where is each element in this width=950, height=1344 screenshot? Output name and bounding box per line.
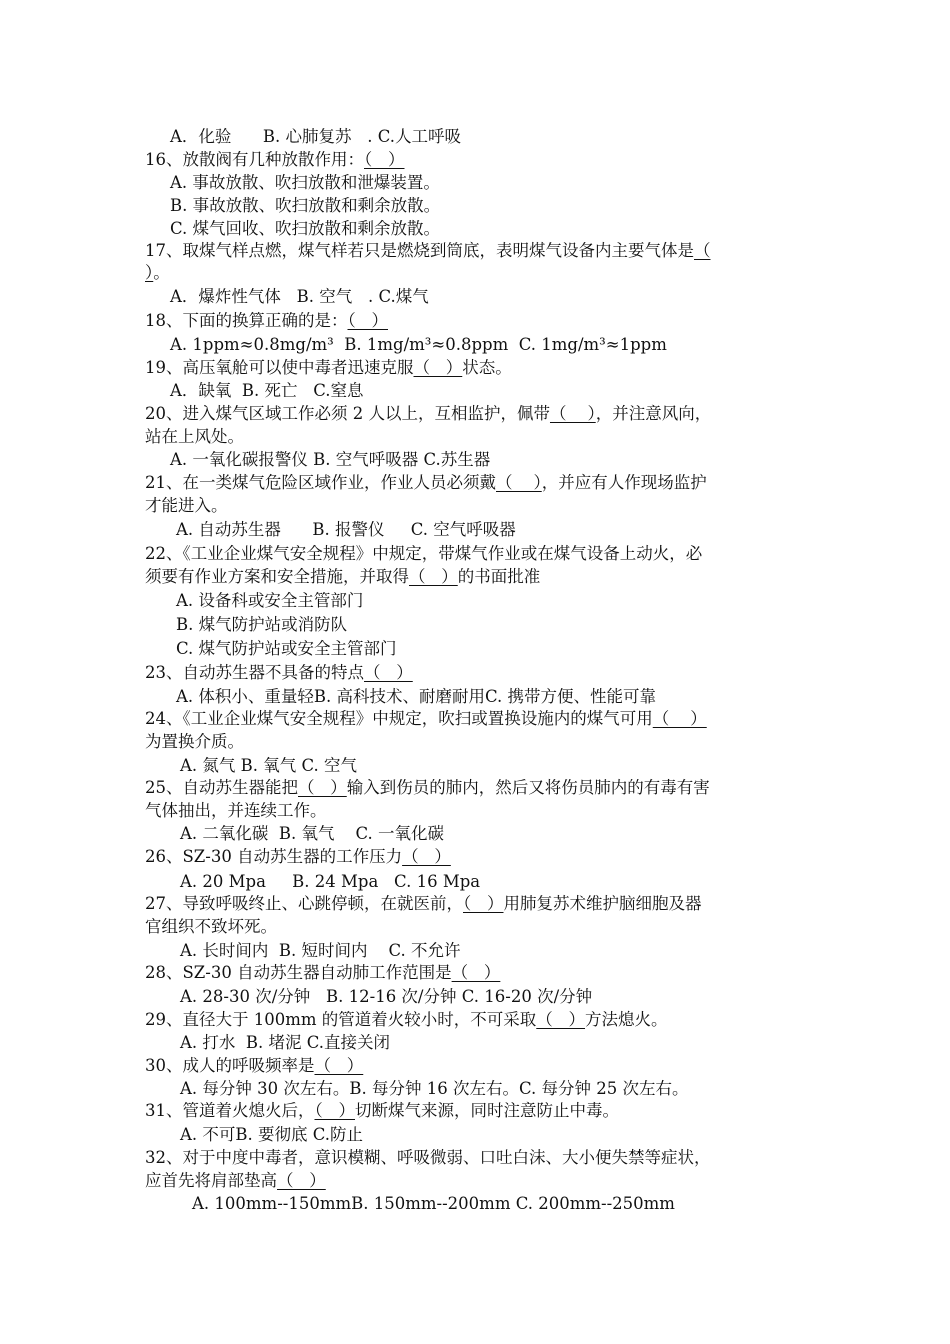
- answer-blank: ）: [145, 263, 154, 282]
- q26-options: A. 20 Mpa B. 24 Mpa C. 16 Mpa: [180, 872, 481, 891]
- q20-stem-cont: 站在上风处。: [145, 427, 244, 446]
- q22-option-b: B. 煤气防护站或消防队: [176, 615, 348, 634]
- answer-blank: （ ）: [277, 1171, 326, 1190]
- q24-stem-cont: 为置换介质。: [145, 732, 244, 751]
- q22-stem: 22、《工业企业煤气安全规程》中规定，带煤气作业或在煤气设备上动火，必: [145, 544, 703, 563]
- q27-stem: 27、导致呼吸终止、心跳停顿，在就医前，（ ）用肺复苏术维护脑细胞及器: [145, 894, 702, 913]
- q22-stem-cont: 须要有作业方案和安全措施，并取得（ ）的书面批准: [145, 567, 541, 586]
- q22-option-c: C. 煤气防护站或安全主管部门: [176, 639, 397, 658]
- q24-options: A. 氮气 B. 氧气 C. 空气: [180, 756, 358, 775]
- answer-blank: （ ）: [347, 311, 388, 330]
- q23-options: A. 体积小、重量轻B. 高科技术、耐磨耐用C. 携带方便、性能可靠: [176, 687, 657, 706]
- answer-blank: （ ）: [298, 778, 347, 797]
- answer-blank: （ ）: [652, 709, 707, 728]
- q24-stem: 24、《工业企业煤气安全规程》中规定，吹扫或置换设施内的煤气可用（ ）: [145, 709, 707, 728]
- q28-stem: 28、SZ-30 自动苏生器自动肺工作范围是（ ）: [145, 963, 501, 982]
- answer-blank: （ ）: [451, 963, 501, 982]
- q19-stem: 19、高压氧舱可以使中毒者迅速克服（ ）状态。: [145, 358, 512, 377]
- answer-blank: （ ）: [364, 663, 413, 682]
- q31-options: A. 不可B. 要彻底 C.防止: [180, 1125, 364, 1144]
- q32-stem-cont: 应首先将肩部垫高（ ）: [145, 1171, 326, 1190]
- q15-options: A．化验 B. 心肺复苏 . C.人工呼吸: [170, 127, 462, 146]
- q18-stem: 18、下面的换算正确的是：（ ）: [145, 311, 388, 330]
- q20-options: A. 一氧化碳报警仪 B. 空气呼吸器 C.苏生器: [170, 450, 491, 469]
- answer-blank: （: [694, 241, 711, 260]
- q32-options: A. 100mm--150mmB. 150mm--200mm C. 200mm--250mm: [192, 1194, 675, 1213]
- q28-options: A. 28-30 次/分钟 B. 12-16 次/分钟 C. 16-20 次/分钟: [180, 987, 593, 1006]
- q29-stem: 29、直径大于 100mm 的管道着火较小时，不可采取（ ）方法熄火。: [145, 1010, 668, 1029]
- q16-option-a: A. 事故放散、吹扫放散和泄爆装置。: [170, 173, 440, 192]
- q30-stem: 30、成人的呼吸频率是（ ）: [145, 1056, 364, 1075]
- q17-stem-cont: ）。: [145, 263, 170, 282]
- q27-stem-cont: 官组织不致坏死。: [145, 917, 277, 936]
- q18-options: A. 1ppm≈0.8mg/m³ B. 1mg/m³≈0.8ppm C. 1mg/m³≈1ppm: [170, 335, 667, 354]
- q27-options: A. 长时间内 B. 短时间内 C. 不允许: [180, 941, 461, 960]
- q31-stem: 31、管道着火熄火后，（ ）切断煤气来源，同时注意防止中毒。: [145, 1101, 619, 1120]
- q25-stem: 25、自动苏生器能把（ ）输入到伤员的肺内，然后又将伤员肺内的有毒有害: [145, 778, 710, 797]
- answer-blank: （ ）: [314, 1056, 364, 1075]
- q19-options: A．缺氧 B. 死亡 C.窒息: [170, 381, 364, 400]
- q25-stem-cont: 气体抽出，并连续工作。: [145, 801, 327, 820]
- q30-options: A. 每分钟 30 次左右。B. 每分钟 16 次左右。C. 每分钟 25 次左右。: [180, 1079, 689, 1098]
- q17-stem: 17、取煤气样点燃，煤气样若只是燃烧到筒底，表明煤气设备内主要气体是（: [145, 241, 711, 260]
- q21-options: A. 自动苏生器 B. 报警仪 C. 空气呼吸器: [176, 520, 516, 539]
- q16-stem: 16、放散阀有几种放散作用：（ ）: [145, 150, 405, 169]
- q23-stem: 23、自动苏生器不具备的特点（ ）: [145, 663, 413, 682]
- answer-blank: （ ）: [409, 567, 458, 586]
- q25-options: A. 二氧化碳 B. 氧气 C. 一氧化碳: [180, 824, 445, 843]
- q16-option-b: B. 事故放散、吹扫放散和剩余放散。: [170, 196, 441, 215]
- q21-stem-cont: 才能进入。: [145, 496, 228, 515]
- q32-stem: 32、对于中度中毒者，意识模糊、呼吸微弱、口吐白沫、大小便失禁等症状，: [145, 1148, 711, 1167]
- answer-blank: （ ）: [536, 1010, 586, 1029]
- answer-blank: （ ）: [314, 1101, 355, 1120]
- answer-blank: （ ）: [463, 894, 504, 913]
- answer-blank: （ ）: [402, 847, 451, 866]
- q21-stem: 21、在一类煤气危险区域作业，作业人员必须戴（ ），并应有人作现场监护: [145, 473, 707, 492]
- answer-blank: （ ）: [364, 150, 405, 169]
- answer-blank: （ ）: [549, 404, 596, 423]
- q29-options: A. 打水 B. 堵泥 C.直接关闭: [180, 1033, 391, 1052]
- q17-options: A．爆炸性气体 B. 空气 . C.煤气: [170, 287, 429, 306]
- q26-stem: 26、SZ-30 自动苏生器的工作压力（ ）: [145, 847, 451, 866]
- answer-blank: （ ）: [413, 358, 463, 377]
- q16-option-c: C. 煤气回收、吹扫放散和剩余放散。: [170, 219, 441, 238]
- answer-blank: （ ）: [496, 473, 542, 492]
- q22-option-a: A. 设备科或安全主管部门: [176, 591, 364, 610]
- q20-stem: 20、进入煤气区域工作必须 2 人以上，互相监护，佩带（ ），并注意风向，: [145, 404, 712, 423]
